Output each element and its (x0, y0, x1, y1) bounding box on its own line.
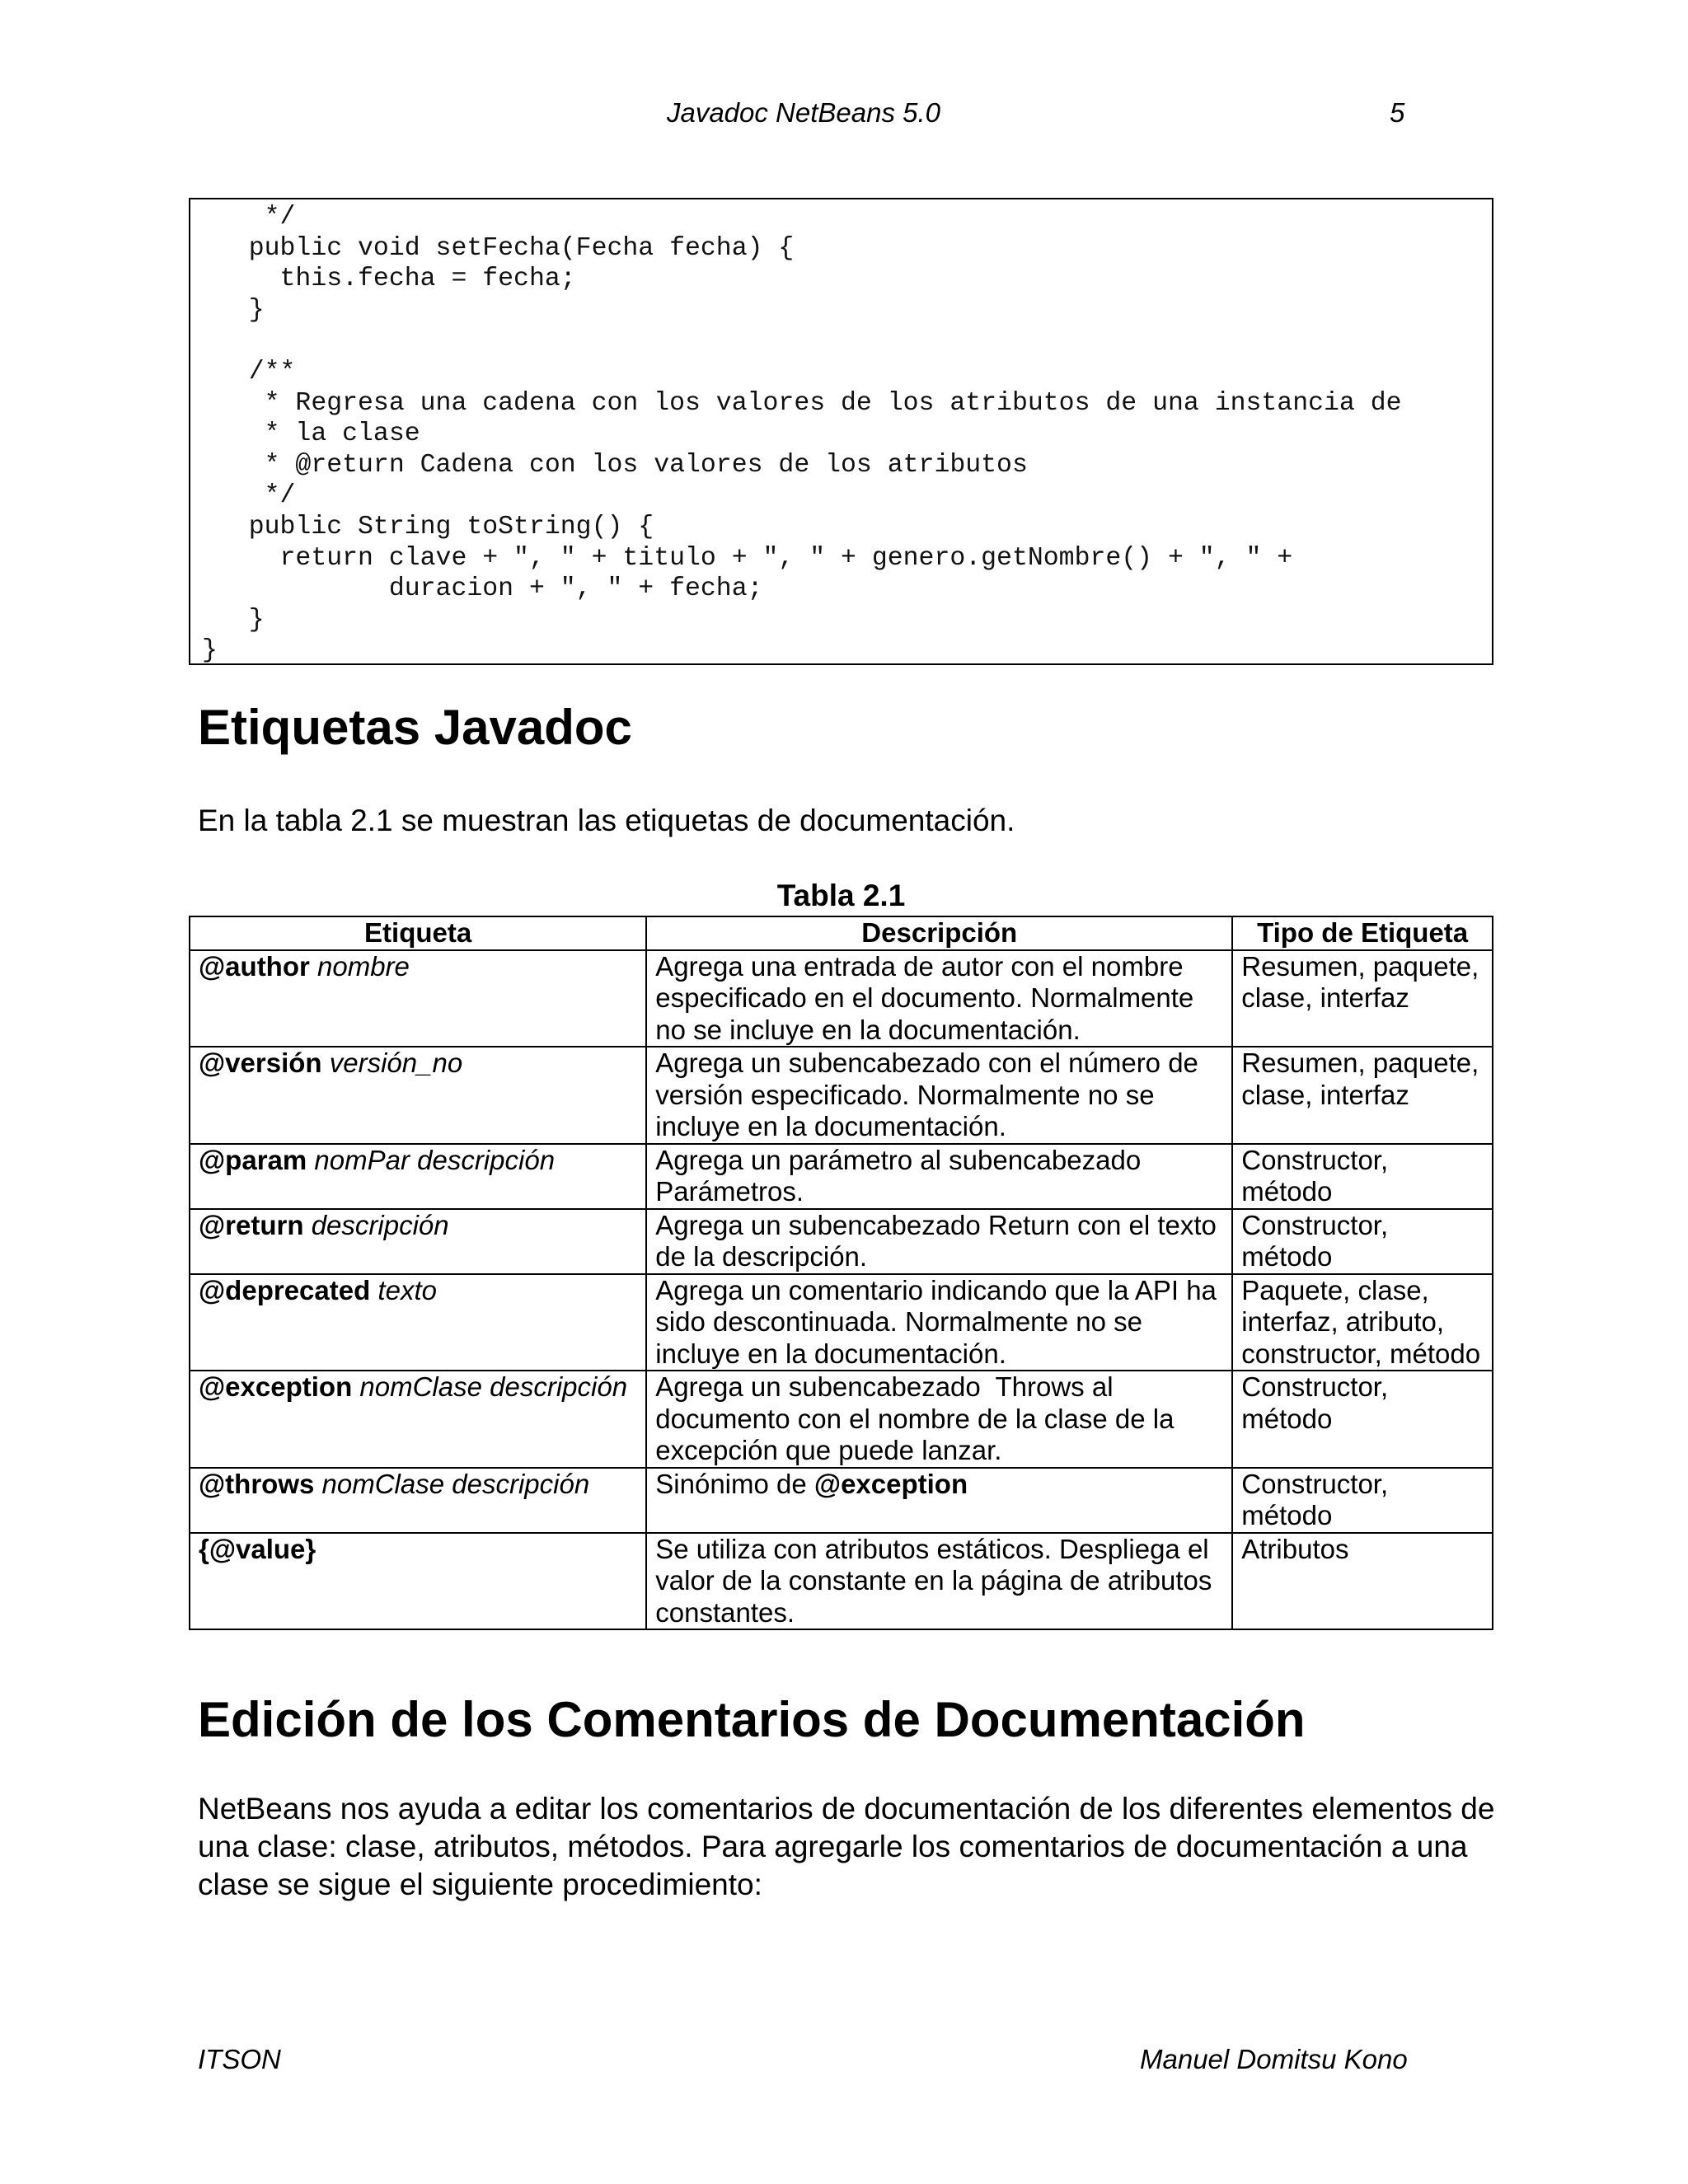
running-header-title: Javadoc NetBeans 5.0 (666, 97, 941, 128)
tag-arguments: descripción (311, 1209, 449, 1240)
tag-name: {@value} (199, 1533, 316, 1564)
description-cell (646, 1468, 1232, 1533)
tag-type-cell: Paquete, clase, interfaz, atributo, constructor, método (1232, 1274, 1493, 1371)
code-listing (189, 198, 1493, 665)
description-text: Se utiliza con atributos estáticos. Despliega el valor de la constante en la página de atributos constantes. (655, 1533, 1220, 1628)
description-cell (646, 1274, 1232, 1371)
page-number: 5 (1390, 97, 1405, 128)
tag-type-cell: Constructor, método (1232, 1371, 1493, 1468)
description-tag-reference: @exception (814, 1468, 968, 1499)
tag-type-cell: Resumen, paquete, clase, interfaz (1232, 1047, 1493, 1144)
tag-cell (190, 1468, 646, 1533)
tag-cell (190, 1209, 646, 1274)
tag-type-cell: Atributos (1232, 1533, 1493, 1630)
body-paragraph: NetBeans nos ayuda a editar los comentarios de documentación de los diferentes elementos de una clase: clase, atributos, métodos. Para agregarle los comentarios de documentación a una clase se sigue el siguiente procedimiento: (198, 1792, 1495, 1901)
table-row (190, 1468, 1493, 1533)
table-row (190, 1371, 1493, 1468)
table-row (190, 1274, 1493, 1371)
tag-arguments: versión_no (329, 1047, 463, 1078)
tag-name: @return (199, 1209, 304, 1240)
tag-arguments: nomClase descripción (321, 1468, 590, 1499)
tag-type-cell: Constructor, método (1232, 1468, 1493, 1533)
tag-arguments: nombre (317, 950, 410, 982)
section-heading-edicion: Edición de los Comentarios de Documentación (198, 1692, 1306, 1747)
description-cell (646, 1144, 1232, 1209)
description-text: Agrega un subencabezado con el número de versión especificado. Normalmente no se incluye en la documentación. (655, 1047, 1207, 1141)
description-text: Sinónimo de (655, 1468, 814, 1499)
tag-cell (190, 1274, 646, 1371)
description-cell (646, 1209, 1232, 1274)
tag-cell (190, 950, 646, 1047)
table-row (190, 1209, 1493, 1274)
description-text: Agrega un parámetro al subencabezado Parámetros. (655, 1144, 1149, 1207)
tag-name: @deprecated (199, 1274, 371, 1305)
description-cell (646, 1047, 1232, 1144)
code-text: */ public void setFecha(Fecha fecha) { this.fecha = fecha; } /** * Regresa una cadena con los valores de los atributos de una instancia de * la clase * @return Cadena con los valores de los atributos */ public String toString() { return clave + ", " + titulo + ", " + genero.getNombre() + ", " + duracion + ", " + fecha; } } (202, 203, 1402, 666)
tag-name: @versión (199, 1047, 322, 1078)
tag-arguments: nomClase descripción (359, 1371, 628, 1402)
table-row (190, 1533, 1493, 1630)
description-cell (646, 950, 1232, 1047)
section-heading-etiquetas: Etiquetas Javadoc (198, 700, 632, 755)
footer-institution: ITSON (198, 2044, 281, 2074)
tag-type-cell: Constructor, método (1232, 1209, 1493, 1274)
tag-type-cell: Constructor, método (1232, 1144, 1493, 1209)
tag-cell (190, 1371, 646, 1468)
tag-cell (190, 1144, 646, 1209)
tag-name: @throws (199, 1468, 315, 1499)
description-text: Agrega un subencabezado Return con el texto de la descripción. (655, 1209, 1225, 1272)
tag-arguments: texto (377, 1274, 437, 1305)
table-row (190, 1144, 1493, 1209)
tag-name: @author (199, 950, 310, 982)
description-cell (646, 1371, 1232, 1468)
description-text: Agrega una entrada de autor con el nombre especificado en el documento. Normalmente no se incluye en la documentación. (655, 950, 1202, 1045)
tag-cell (190, 1533, 646, 1630)
description-text: Agrega un subencabezado Throws al documento con el nombre de la clase de la excepción que puede lanzar. (655, 1371, 1182, 1465)
table-row (190, 950, 1493, 1047)
column-header-tipo: Tipo de Etiqueta (1232, 916, 1493, 950)
intro-paragraph: En la tabla 2.1 se muestran las etiquetas de documentación. (198, 804, 1015, 837)
table-row (190, 1047, 1493, 1144)
column-header-etiqueta: Etiqueta (190, 916, 646, 950)
tag-name: @exception (199, 1371, 353, 1402)
footer-author: Manuel Domitsu Kono (1140, 2044, 1408, 2074)
tag-type-cell: Resumen, paquete, clase, interfaz (1232, 950, 1493, 1047)
description-cell (646, 1533, 1232, 1630)
javadoc-tags-table (189, 916, 1493, 1630)
tag-arguments: nomPar descripción (314, 1144, 556, 1175)
tag-cell (190, 1047, 646, 1144)
description-text: Agrega un comentario indicando que la API ha sido descontinuada. Normalmente no se incluye en la documentación. (655, 1274, 1225, 1369)
column-header-descripcion: Descripción (646, 916, 1232, 950)
table-header-row (190, 916, 1493, 950)
tag-name: @param (199, 1144, 307, 1175)
table-caption: Tabla 2.1 (776, 879, 906, 912)
